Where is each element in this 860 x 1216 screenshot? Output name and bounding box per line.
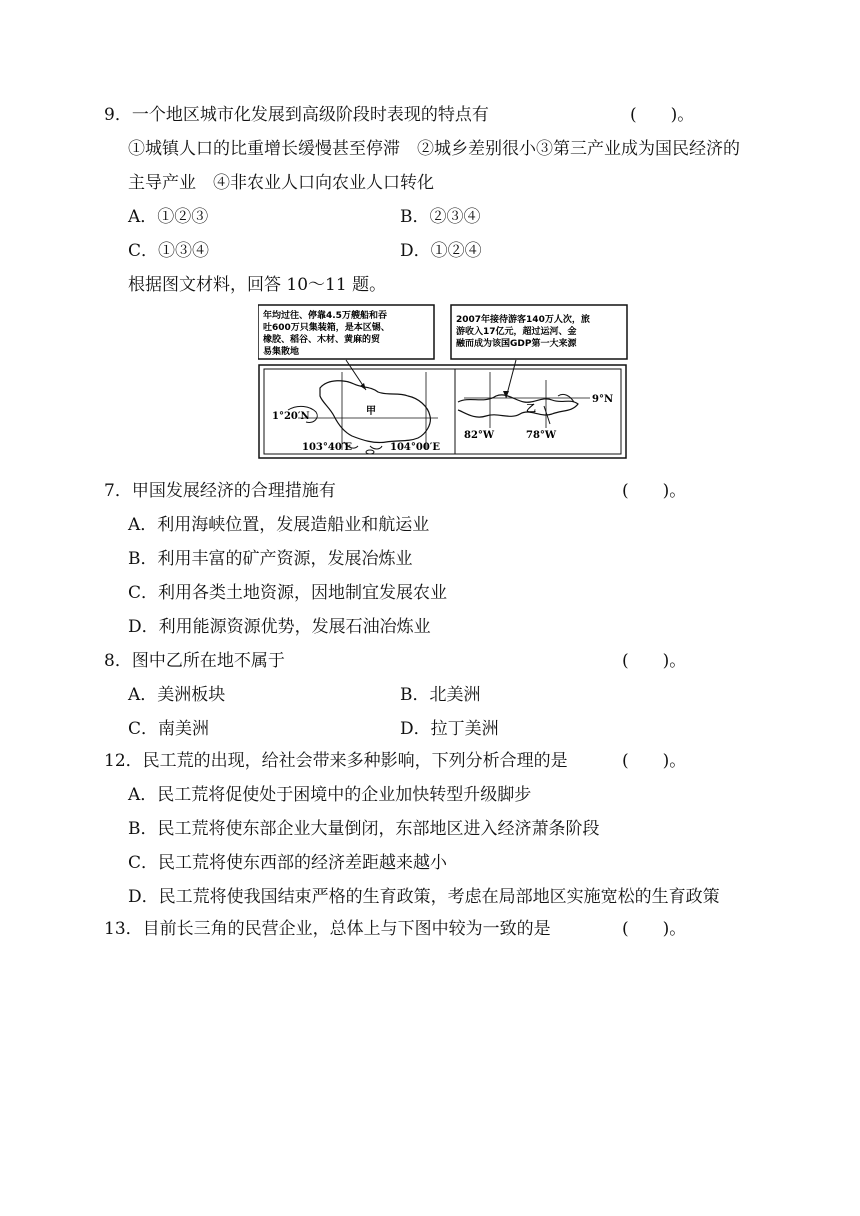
left-lat-label: 1°20′N	[272, 411, 310, 422]
q7-option-a: A．利用海峡位置，发展造船业和航运业	[128, 515, 430, 535]
q9-option-d: D．①②④	[400, 241, 482, 261]
intro-text: 根据图文材料，回答 10～11 题。	[128, 275, 387, 295]
q8-answer-paren: ( )。	[622, 651, 687, 671]
right-box-line1: 2007年接待游客140万人次，旅	[456, 315, 590, 325]
q9-option-c: C．①③④	[128, 241, 210, 261]
q12-option-d: D．民工荒将使我国结束严格的生育政策，考虑在局部地区实施宽松的生育政策	[128, 887, 720, 907]
right-lat-label: 9°N	[592, 394, 614, 405]
country-yi-label: 乙	[526, 404, 536, 415]
q12-option-c: C．民工荒将使东西部的经济差距越来越小	[128, 853, 448, 873]
left-box-line4: 易集散地	[263, 347, 300, 357]
q13-answer-paren: ( )。	[622, 919, 687, 939]
q8-option-b: B．北美洲	[400, 685, 481, 705]
q9-option-a: A．①②③	[128, 207, 209, 227]
country-jia-label: 甲	[366, 406, 376, 417]
right-lon2-label: 78°W	[526, 430, 557, 441]
q12-answer-paren: ( )。	[622, 751, 687, 771]
map-figure	[258, 300, 628, 460]
q7-stem: 7．甲国发展经济的合理措施有	[104, 481, 336, 501]
q8-option-c: C．南美洲	[128, 719, 210, 739]
left-lon2-label: 104°00′E	[390, 442, 441, 453]
left-box-line1: 年均过往、停靠4.5万艘船和吞	[263, 311, 387, 321]
right-box-line3: 融而成为该国GDP第一大来源	[456, 339, 577, 349]
q7-option-c: C．利用各类土地资源，因地制宜发展农业	[128, 583, 448, 603]
q7-answer-paren: ( )。	[622, 481, 687, 501]
q9-answer-paren: ( )。	[630, 105, 695, 125]
q12-option-a: A．民工荒将促使处于困境中的企业加快转型升级脚步	[128, 785, 532, 805]
q7-option-d: D．利用能源资源优势，发展石油冶炼业	[128, 617, 431, 637]
q13-stem: 13．目前长三角的民营企业，总体上与下图中较为一致的是	[104, 919, 551, 939]
q12-option-b: B．民工荒将使东部企业大量倒闭，东部地区进入经济萧条阶段	[128, 819, 600, 839]
left-lon1-label: 103°40′E	[302, 442, 353, 453]
q7-option-b: B．利用丰富的矿产资源，发展冶炼业	[128, 549, 413, 569]
q12-stem: 12．民工荒的出现，给社会带来多种影响，下列分析合理的是	[104, 751, 568, 771]
q8-option-d: D．拉丁美洲	[400, 719, 499, 739]
q8-stem: 8．图中乙所在地不属于	[104, 651, 285, 671]
left-box-line3: 橡胶、稻谷、木材、黄麻的贸	[263, 335, 381, 345]
q9-statements-line1: ①城镇人口的比重增长缓慢甚至停滞 ②城乡差别很小③第三产业成为国民经济的	[128, 139, 740, 159]
map-figure-svg	[258, 300, 628, 460]
q9-option-b: B．②③④	[400, 207, 481, 227]
right-lon1-label: 82°W	[464, 430, 495, 441]
q9-statements-line2: 主导产业 ④非农业人口向农业人口转化	[128, 173, 434, 193]
right-box-line2: 游收入17亿元，超过运河、金	[456, 327, 577, 337]
left-box-line2: 吐600万只集装箱，是本区锡、	[263, 323, 390, 333]
q9-stem: 9．一个地区城市化发展到高级阶段时表现的特点有	[104, 105, 489, 125]
q8-option-a: A．美洲板块	[128, 685, 226, 705]
